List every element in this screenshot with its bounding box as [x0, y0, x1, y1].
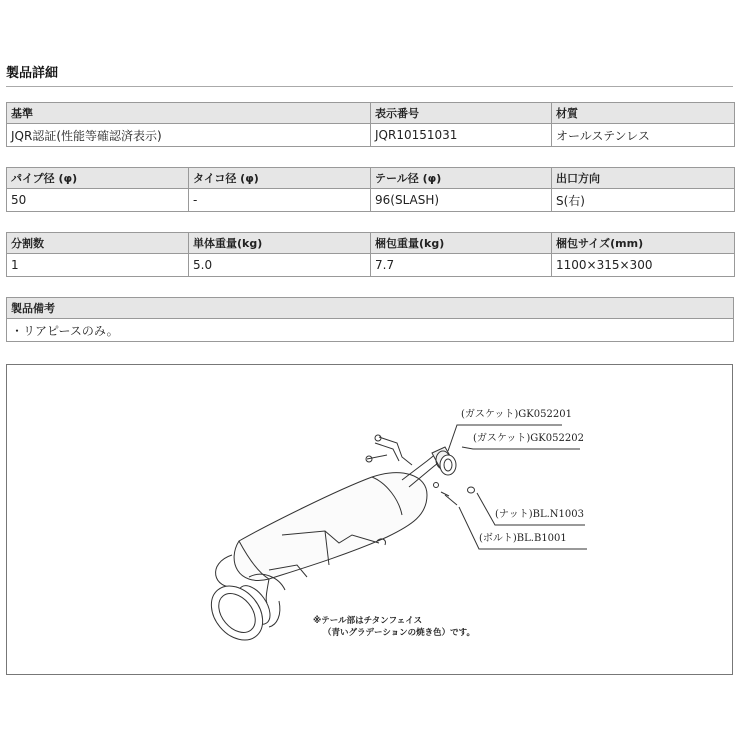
header-package-weight: 梱包重量(kg) [371, 233, 552, 254]
value-muffler-diameter: - [189, 189, 371, 212]
header-material: 材質 [552, 103, 735, 124]
label-gasket-gk052201: (ガスケット)GK052201 [461, 409, 572, 420]
value-tail-diameter: 96(SLASH) [371, 189, 552, 212]
value-display-number: JQR10151031 [371, 124, 552, 147]
value-unit-weight: 5.0 [189, 254, 371, 277]
value-remarks: ・リアピースのみ。 [7, 319, 734, 342]
label-nut-bl-n1003: (ナット)BL.N1003 [495, 509, 584, 520]
title-divider [6, 86, 733, 87]
spec-table-dimensions [6, 167, 735, 212]
muffler-illustration [7, 365, 734, 676]
header-muffler-diameter: タイコ径 (φ) [189, 168, 371, 189]
section-title: 製品詳細 [6, 66, 59, 81]
value-package-size: 1100×315×300 [552, 254, 735, 277]
value-material: オールステンレス [552, 124, 735, 147]
parts-diagram [6, 364, 733, 675]
header-display-number: 表示番号 [371, 103, 552, 124]
header-tail-diameter: テール径 (φ) [371, 168, 552, 189]
spec-table-weights [6, 232, 735, 277]
diagram-note-line2: （青いグラデーションの焼き色）です。 [323, 628, 475, 638]
remarks-table [6, 297, 734, 342]
label-gasket-gk052202: (ガスケット)GK052202 [473, 433, 584, 444]
label-bolt-bl-b1001: (ボルト)BL.B1001 [479, 533, 567, 544]
header-unit-weight: 単体重量(kg) [189, 233, 371, 254]
value-pipe-diameter: 50 [7, 189, 189, 212]
header-exit-direction: 出口方向 [552, 168, 735, 189]
spec-table-standard [6, 102, 735, 147]
header-package-size: 梱包サイズ(mm) [552, 233, 735, 254]
value-standard: JQR認証(性能等確認済表示) [7, 124, 371, 147]
value-exit-direction: S(右) [552, 189, 735, 212]
diagram-note-line1: ※テール部はチタンフェイス [313, 616, 423, 626]
header-pipe-diameter: パイプ径 (φ) [7, 168, 189, 189]
header-pieces: 分割数 [7, 233, 189, 254]
value-pieces: 1 [7, 254, 189, 277]
header-remarks: 製品備考 [7, 298, 734, 319]
header-standard: 基準 [7, 103, 371, 124]
value-package-weight: 7.7 [371, 254, 552, 277]
